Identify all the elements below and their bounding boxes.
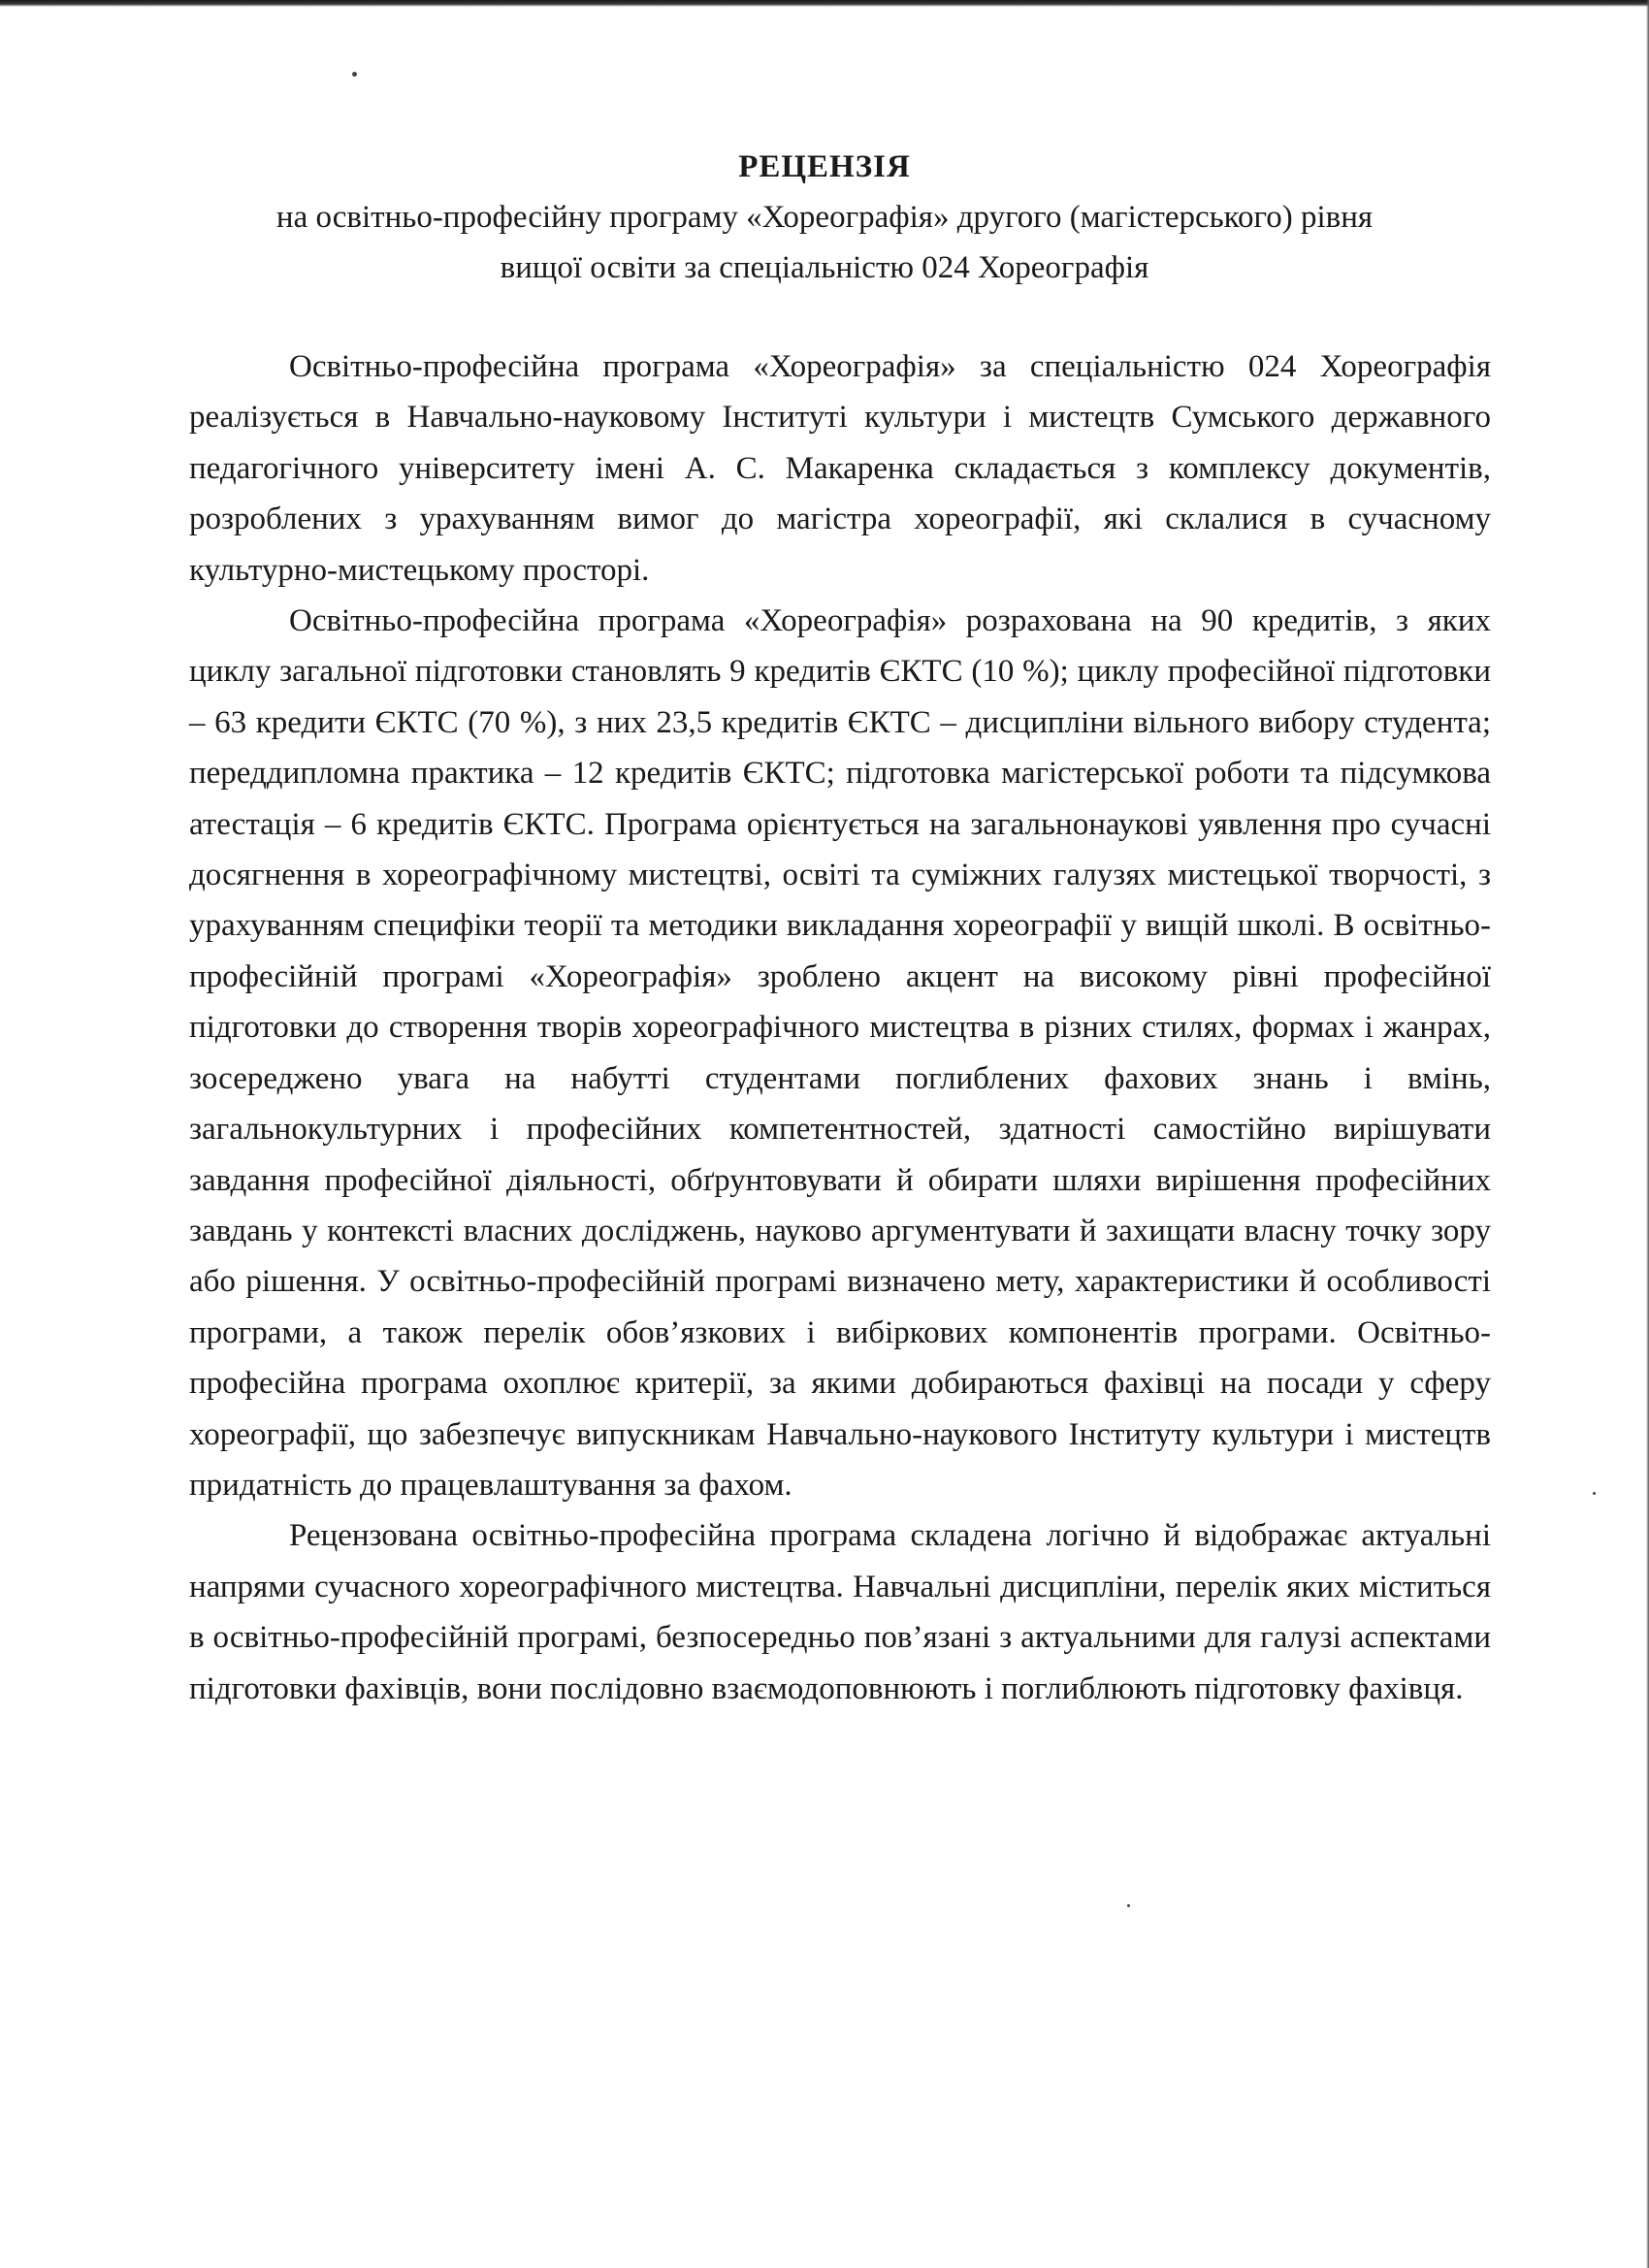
paragraph-2: Освітньо-професійна програма «Хореографія» розрахована на 90 кредитів, з яких циклу загальної підготовки становлять 9 кредитів ЄКТС (10 %); циклу професійної підготовки – 63 кредити ЄКТС (70 %), з них 23,5 кредитів ЄКТС – дисципліни вільного вибору студента; переддипломна практика – 12 кредитів ЄКТС; підготовка магістерської роботи та підсумкова атестація – 6 кредитів ЄКТС. Програма орієнтується на загальнонаукові уявлення про сучасні досягнення в хореографічному мистецтві, освіті та суміжних галузях мистецької творчості, з урахуванням специфіки теорії та методики викладання хореографії у вищій школі. В освітньо-професійній програмі «Хореографія» зроблено акцент на високому рівні професійної підготовки до створення творів хореографічного мистецтва в різних стилях, формах і жанрах, зосереджено увага на набутті студентами поглиблених фахових знань і вмінь, загальнокультурних і професійних компетентностей, здатності самостійно вирішувати завдання професійної діяльності, обґрунтовувати й обирати шляхи вирішення професійних завдань у контексті власних досліджень, науково аргументувати й захищати власну точку зору або рішення. У освітньо-професійній програмі визначено мету, характеристики й особливості програми, а також перелік обов’язкових і вибіркових компонентів програми. Освітньо-професійна програма охоплює критерії, за якими добираються фахівці на посади у сферу хореографії, що забезпечує випускникам Навчально-наукового Інституту культури і мистецтв придатність до працевлаштування за фахом. (189, 603, 1491, 1503)
document-header (165, 142, 1484, 293)
scan-top-edge (0, 0, 1649, 7)
document-subtitle-line-2: вищої освіти за спеціальністю 024 Хореографія (500, 250, 1149, 285)
paragraph-3: Рецензована освітньо-професійна програма складена логічно й відображає актуальні напрями сучасного хореографічного мистецтва. Навчальні дисципліни, перелік яких міститься в освітньо-професійній програмі, безпосередньо пов’язані з актуальними для галузі аспектами підготовки фахівців, вони послідовно взаємодоповнюють і поглиблюють підготовку фахівця. (189, 1518, 1491, 1706)
scan-speck (1593, 1492, 1596, 1495)
document-title: РЕЦЕНЗІЯ (738, 149, 911, 184)
scan-speck (1127, 1904, 1130, 1907)
document-body (189, 341, 1491, 1714)
paragraph-1: Освітньо-професійна програма «Хореографія» за спеціальністю 024 Хореографія реалізується в Навчально-науковому Інституті культури і мистецтв Сумського державного педагогічного університету імені А. С. Макаренка складається з комплексу документів, розроблених з урахуванням вимог до магістра хореографії, які склалися в сучасному культурно-мистецькому просторі. (189, 349, 1491, 588)
document-subtitle-line-1: на освітньо-професійну програму «Хореографія» другого (магістерського) рівня (275, 200, 1374, 235)
scan-speck (352, 72, 357, 77)
